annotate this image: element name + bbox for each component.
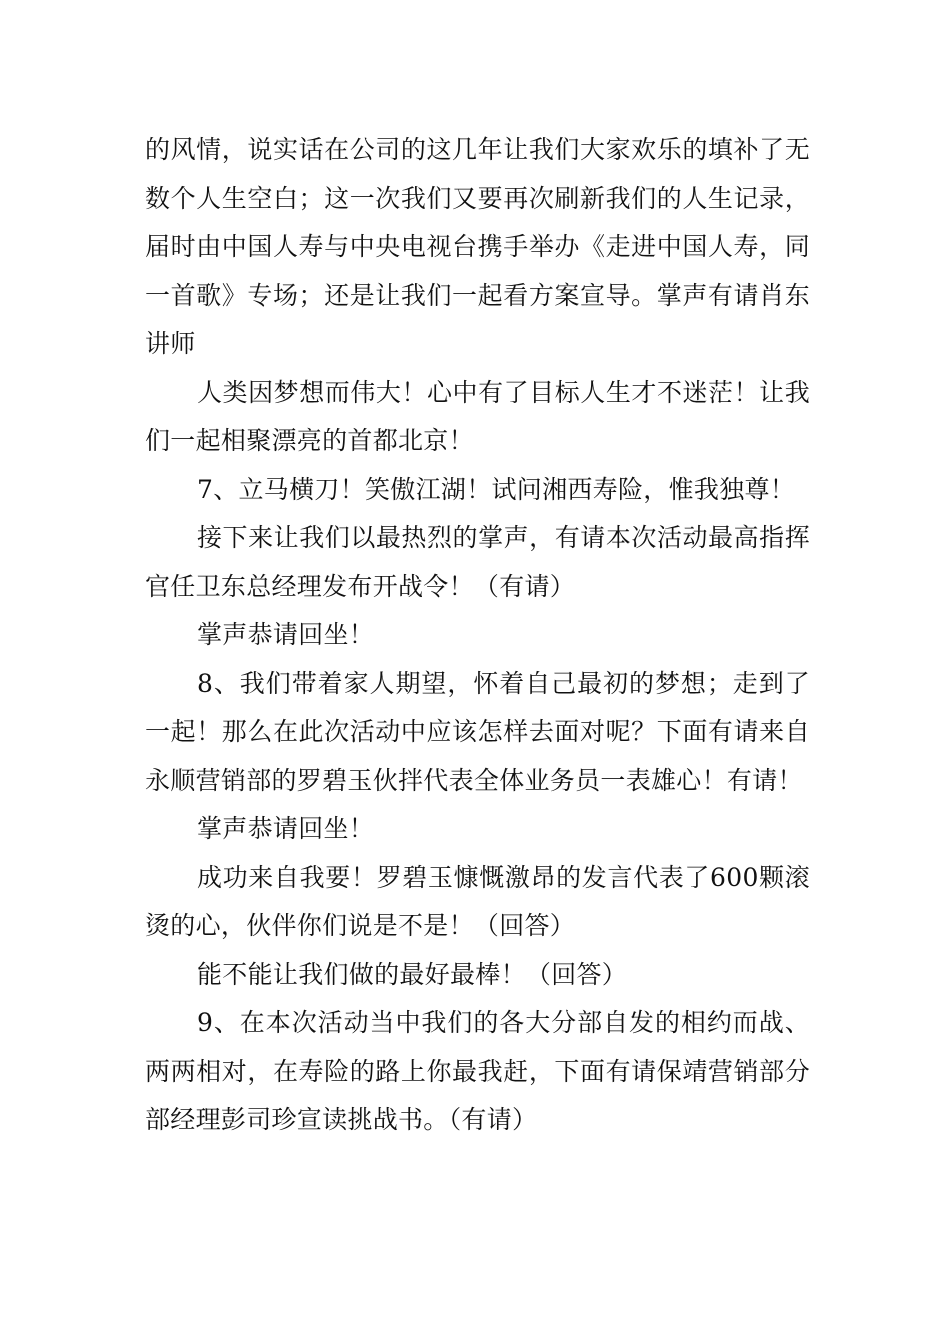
paragraph-5: 掌声恭请回坐！	[197, 620, 375, 649]
paragraph-8: 成功来自我要！罗碧玉慷慨激昂的发言代表了600颗滚烫的心，伙伴你们说是不是！（回答）	[145, 862, 810, 940]
paragraph-2: 人类因梦想而伟大！心中有了目标人生才不迷茫！让我们一起相聚漂亮的首都北京！	[145, 377, 810, 455]
document-body	[145, 126, 810, 1145]
paragraph-7: 掌声恭请回坐！	[197, 814, 375, 843]
paragraph-3: 7、立马横刀！笑傲江湖！试问湘西寿险，惟我独尊！	[197, 474, 796, 504]
paragraph-9: 能不能让我们做的最好最棒！（回答）	[197, 959, 628, 989]
paragraph-1: 的风情，说实话在公司的这几年让我们大家欢乐的填补了无数个人生空白；这一次我们又要再次刷新我们的人生记录，届时由中国人寿与中央电视台携手举办《走进中国人寿，同一首歌》专场；还是让我们一起看方案宣导。掌声有请肖东讲师	[145, 135, 810, 358]
paragraph-6: 8、我们带着家人期望，怀着自己最初的梦想；走到了一起！那么在此次活动中应该怎样去面对呢？下面有请来自永顺营销部的罗碧玉伙拌代表全体业务员一表雄心！有请！	[145, 668, 810, 795]
paragraph-4: 接下来让我们以最热烈的掌声，有请本次活动最高指挥官任卫东总经理发布开战令！（有请）	[145, 523, 810, 601]
paragraph-10: 9、在本次活动当中我们的各大分部自发的相约而战、两两相对，在寿险的路上你最我赶，下面有请保靖营销部分部经理彭司珍宣读挑战书。（有请）	[145, 1008, 810, 1134]
